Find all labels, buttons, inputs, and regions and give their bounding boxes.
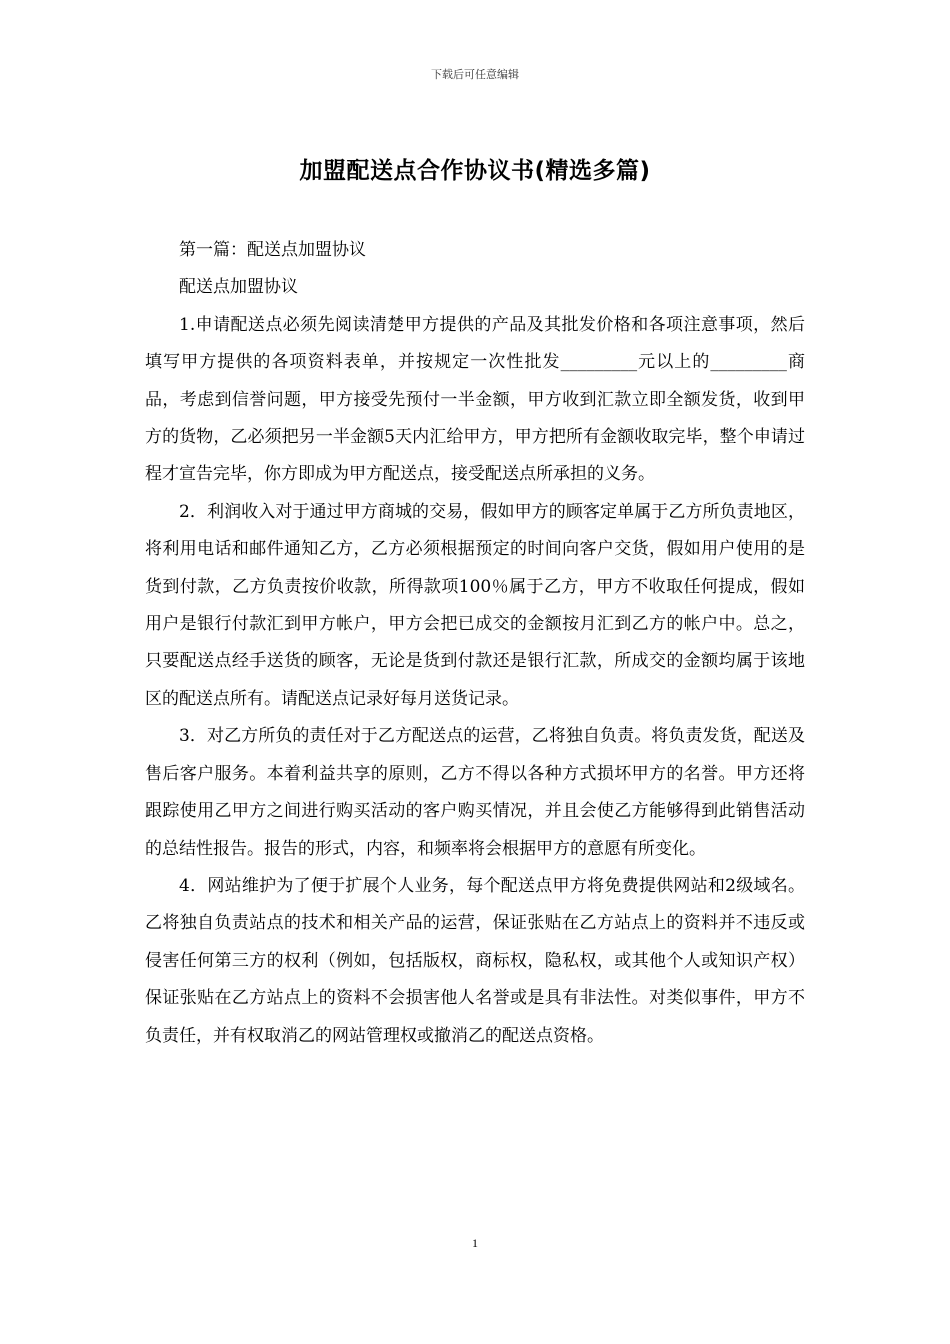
document-body [145, 232, 805, 1055]
paragraph-1: 1.申请配送点必须先阅读清楚甲方提供的产品及其批发价格和各项注意事项，然后填写甲方提供的各项资料表单，并按规定一次性批发_________元以上的_________商品，考虑到信誉问题，甲方接受先预付一半金额，甲方收到汇款立即全额发货，收到甲方的货物，乙必须把另一半金额5天内汇给甲方，甲方把所有金额收取完毕，整个申请过程才宣告完毕，你方即成为甲方配送点，接受配送点所承担的义务。 [145, 314, 805, 485]
paragraph-2: 2．利润收入对于通过甲方商城的交易，假如甲方的顾客定单属于乙方所负责地区，将利用电话和邮件通知乙方，乙方必须根据预定的时间向客户交货，假如用户使用的是货到付款，乙方负责按价收款，所得款项100％属于乙方，甲方不收取任何提成，假如用户是银行付款汇到甲方帐户，甲方会把已成交的金额按月汇到乙方的帐户中。总之，只要配送点经手送货的顾客，无论是货到付款还是银行汇款，所成交的金额均属于该地区的配送点所有。请配送点记录好每月送货记录。 [145, 501, 805, 709]
section-heading: 第一篇：配送点加盟协议 [179, 240, 366, 260]
paragraph-4: 4．网站维护为了便于扩展个人业务，每个配送点甲方将免费提供网站和2级域名。乙将独自负责站点的技术和相关产品的运营，保证张贴在乙方站点上的资料并不违反或侵害任何第三方的权利（例如，包括版权，商标权，隐私权，或其他个人或知识产权）保证张贴在乙方站点上的资料不会损害他人名誉或是具有非法性。对类似事件，甲方不负责任，并有权取消乙的网站管理权或撤消乙的配送点资格。 [145, 875, 805, 1046]
subheading: 配送点加盟协议 [179, 277, 298, 298]
document-title: 加盟配送点合作协议书(精选多篇) [299, 158, 651, 184]
header-note: 下载后可任意编辑 [431, 68, 519, 81]
paragraph-3: 3．对乙方所负的责任对于乙方配送点的运营，乙将独自负责。将负责发货，配送及售后客户服务。本着利益共享的原则，乙方不得以各种方式损坏甲方的名誉。甲方还将跟踪使用乙甲方之间进行购买活动的客户购买情况，并且会使乙方能够得到此销售活动的总结性报告。报告的形式，内容，和频率将会根据甲方的意愿有所变化。 [145, 726, 805, 859]
page-number: 1 [472, 1236, 478, 1250]
